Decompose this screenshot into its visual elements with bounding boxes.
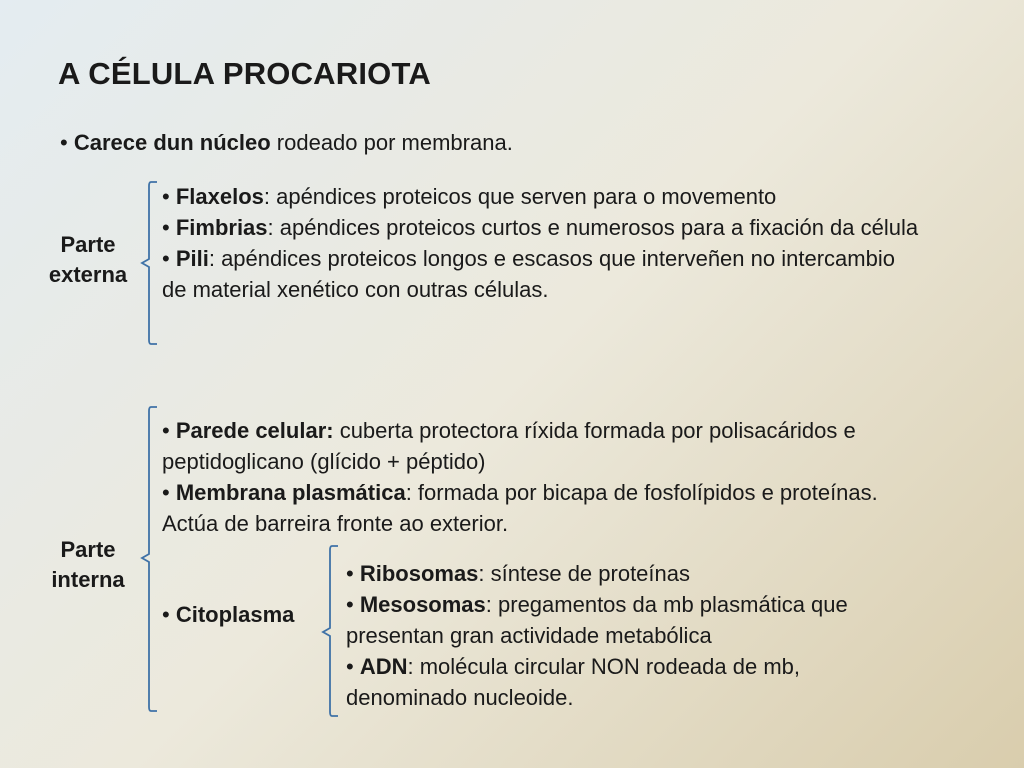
desc: : formada por bicapa de fosfolípidos e proteínas. Actúa de barreira fronte ao exterior. [162,480,878,536]
external-label-line1: Parte [60,232,116,257]
bullet: • [162,480,170,505]
cytoplasm-item-adn [346,651,906,713]
external-brace [140,180,160,346]
internal-brace [140,405,160,715]
desc: : apéndices proteicos longos e escasos que interveñen no intercambio de material xenético con outras células. [162,246,895,302]
external-list [162,181,977,305]
intro-rest: rodeado por membrana. [270,130,513,155]
term: Fimbrias [175,215,268,240]
bullet: • [346,592,354,617]
term: Parede celular: [175,418,334,443]
cytoplasm-list [346,558,966,713]
desc: : apéndices proteicos curtos e numerosos para a fixación da célula [267,215,919,240]
bullet: • [346,561,354,586]
cytoplasm-term: Citoplasma [175,602,295,627]
bullet: • [162,215,170,240]
intro-bold: Carece dun núcleo [73,130,271,155]
external-item-flaxelos [162,181,977,212]
internal-label-line2: interna [51,567,125,592]
term: Membrana plasmática [175,480,406,505]
internal-label [38,535,138,595]
bullet: • [162,418,170,443]
external-label [38,230,138,290]
bullet: • [60,130,68,155]
bullet: • [162,184,170,209]
slide-title: A CÉLULA PROCARIOTA [58,56,431,91]
term: Mesosomas [359,592,486,617]
external-brace-path [142,182,157,344]
desc: : apéndices proteicos que serven para o movemento [263,184,777,209]
internal-label-line1: Parte [60,537,116,562]
external-item-fimbrias [162,212,977,243]
bullet: • [162,246,170,271]
bullet: • [162,602,170,627]
cytoplasm-item-mesosomas [346,589,946,651]
intro-line [60,127,513,158]
cytoplasm-brace-path [323,546,338,716]
cytoplasm-brace [321,544,341,720]
term: Pili [175,246,209,271]
bullet: • [346,654,354,679]
term: ADN [359,654,408,679]
term: Ribosomas [359,561,479,586]
cytoplasm-item-ribosomas [346,558,966,589]
external-item-pili [162,243,902,305]
desc: : pregamentos da mb plasmática que presentan gran actividade metabólica [346,592,848,648]
internal-item-membrana [162,477,902,539]
internal-brace-path [142,407,157,711]
term: Flaxelos [175,184,264,209]
desc: cuberta protectora ríxida formada por polisacáridos e peptidoglicano (glícido + péptido) [162,418,856,474]
internal-list [162,415,982,539]
internal-item-parede [162,415,982,477]
cytoplasm-label [162,599,294,630]
desc: : síntese de proteínas [478,561,690,586]
desc: : molécula circular NON rodeada de mb, denominado nucleoide. [346,654,800,710]
external-label-line2: externa [48,262,128,287]
